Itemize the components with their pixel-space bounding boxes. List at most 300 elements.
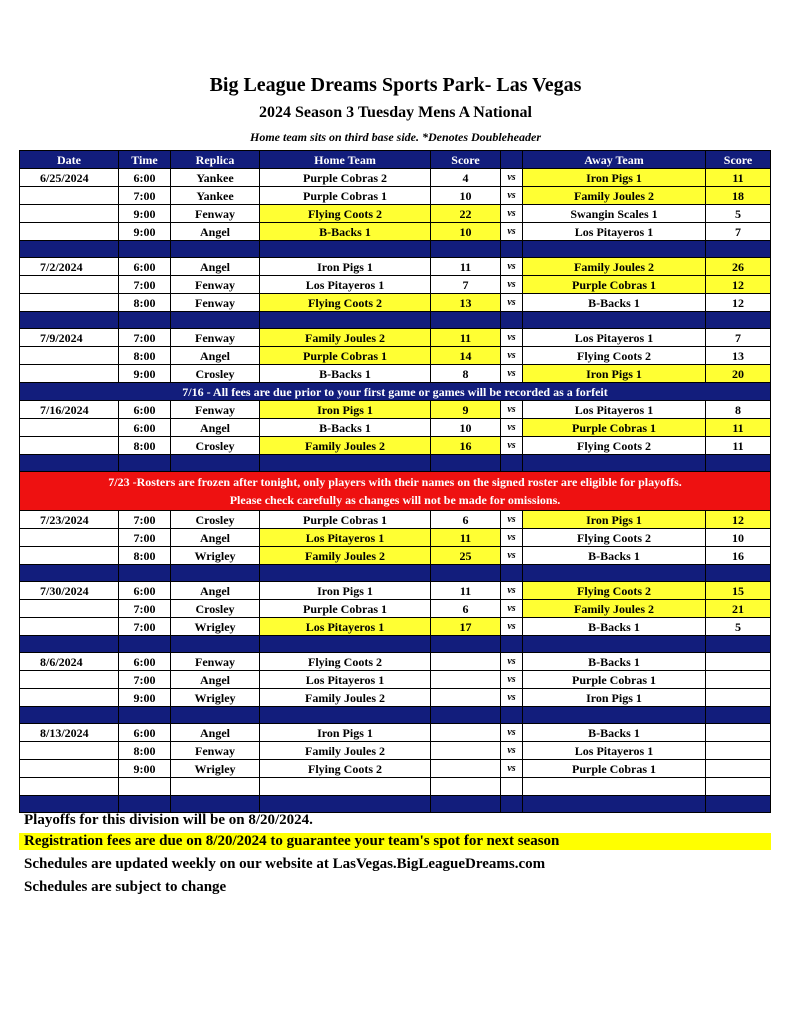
separator-row: [20, 707, 771, 724]
date-cell: [20, 618, 119, 636]
home-team-cell: Family Joules 2: [260, 689, 431, 707]
empty-cell: [260, 796, 431, 813]
home-team-cell: B-Backs 1: [260, 419, 431, 437]
time-cell: 7:00: [119, 529, 171, 547]
roster-alert-line1: 7/23 -Rosters are frozen after tonight, only players with their names on the signed roster are eligible for playoffs.: [108, 475, 682, 489]
field-cell: Fenway: [171, 294, 260, 312]
date-cell: [20, 689, 119, 707]
separator-row: [20, 636, 771, 653]
vs-cell: vs: [501, 547, 523, 565]
vs-cell: vs: [501, 276, 523, 294]
home-score-cell: 16: [431, 437, 501, 455]
vs-cell: vs: [501, 760, 523, 778]
roster-alert: [20, 472, 771, 511]
empty-cell: [706, 312, 771, 329]
empty-cell: [523, 796, 706, 813]
game-row: [20, 689, 771, 707]
time-cell: 6:00: [119, 724, 171, 742]
empty-cell: [171, 312, 260, 329]
home-score-cell: 11: [431, 258, 501, 276]
vs-cell: vs: [501, 258, 523, 276]
alert-row: [20, 472, 771, 511]
separator-row: [20, 455, 771, 472]
vs-cell: vs: [501, 223, 523, 241]
game-row: [20, 582, 771, 600]
game-row: [20, 258, 771, 276]
time-cell: 8:00: [119, 547, 171, 565]
home-team-cell: Family Joules 2: [260, 547, 431, 565]
home-team-cell: Purple Cobras 1: [260, 187, 431, 205]
away-score-cell: 8: [706, 401, 771, 419]
empty-cell: [119, 565, 171, 582]
field-cell: Yankee: [171, 187, 260, 205]
empty-cell: [706, 796, 771, 813]
vs-cell: vs: [501, 437, 523, 455]
time-cell: 6:00: [119, 401, 171, 419]
empty-cell: [523, 312, 706, 329]
time-cell: 7:00: [119, 671, 171, 689]
fee-notice: 7/16 - All fees are due prior to your first game or games will be recorded as a forfeit: [20, 383, 771, 401]
field-cell: Angel: [171, 223, 260, 241]
home-team-cell: Iron Pigs 1: [260, 401, 431, 419]
empty-cell: [171, 565, 260, 582]
away-team-cell: B-Backs 1: [523, 547, 706, 565]
field-cell: Fenway: [171, 276, 260, 294]
empty-cell: [523, 707, 706, 724]
empty-cell: [431, 312, 501, 329]
empty-cell: [523, 455, 706, 472]
date-cell: [20, 276, 119, 294]
away-team-cell: Purple Cobras 1: [523, 276, 706, 294]
empty-cell: [431, 565, 501, 582]
time-cell: 7:00: [119, 618, 171, 636]
home-score-cell: 4: [431, 169, 501, 187]
col-home-team: Home Team: [260, 151, 431, 169]
game-row: [20, 724, 771, 742]
home-score-cell: 10: [431, 187, 501, 205]
date-cell: 7/9/2024: [20, 329, 119, 347]
field-cell: Crosley: [171, 600, 260, 618]
time-cell: 6:00: [119, 419, 171, 437]
game-row: [20, 419, 771, 437]
empty-cell: [431, 636, 501, 653]
empty-cell: [523, 241, 706, 258]
home-score-cell: 6: [431, 600, 501, 618]
away-team-cell: Purple Cobras 1: [523, 671, 706, 689]
away-score-cell: [706, 742, 771, 760]
empty-cell: [171, 241, 260, 258]
game-row: [20, 671, 771, 689]
away-team-cell: Family Joules 2: [523, 187, 706, 205]
home-team-cell: Family Joules 2: [260, 742, 431, 760]
empty-cell: [706, 707, 771, 724]
away-score-cell: 5: [706, 618, 771, 636]
field-cell: Angel: [171, 582, 260, 600]
home-team-cell: Purple Cobras 1: [260, 511, 431, 529]
date-cell: 8/13/2024: [20, 724, 119, 742]
date-cell: [20, 205, 119, 223]
vs-cell: vs: [501, 329, 523, 347]
home-score-cell: 25: [431, 547, 501, 565]
empty-cell: [260, 455, 431, 472]
empty-cell: [501, 312, 523, 329]
away-score-cell: 12: [706, 276, 771, 294]
empty-cell: [706, 565, 771, 582]
vs-cell: vs: [501, 582, 523, 600]
away-team-cell: Purple Cobras 1: [523, 760, 706, 778]
game-row: [20, 347, 771, 365]
home-team-cell: Los Pitayeros 1: [260, 529, 431, 547]
home-team-cell: Family Joules 2: [260, 437, 431, 455]
empty-cell: [523, 565, 706, 582]
game-row: [20, 618, 771, 636]
empty-cell: [523, 778, 706, 796]
col-time: Time: [119, 151, 171, 169]
page-title: Big League Dreams Sports Park- Las Vegas: [209, 74, 582, 96]
game-row: [20, 276, 771, 294]
empty-cell: [119, 241, 171, 258]
game-row: [20, 329, 771, 347]
home-team-cell: Family Joules 2: [260, 329, 431, 347]
empty-cell: [119, 455, 171, 472]
away-score-cell: [706, 653, 771, 671]
away-team-cell: Iron Pigs 1: [523, 511, 706, 529]
time-cell: 6:00: [119, 653, 171, 671]
empty-cell: [706, 241, 771, 258]
date-cell: [20, 419, 119, 437]
empty-cell: [501, 796, 523, 813]
time-cell: 8:00: [119, 742, 171, 760]
time-cell: 7:00: [119, 329, 171, 347]
empty-cell: [431, 707, 501, 724]
empty-cell: [431, 455, 501, 472]
home-team-cell: Iron Pigs 1: [260, 582, 431, 600]
away-team-cell: Flying Coots 2: [523, 437, 706, 455]
away-team-cell: B-Backs 1: [523, 294, 706, 312]
col-vs: [501, 151, 523, 169]
vs-cell: vs: [501, 689, 523, 707]
game-row: [20, 760, 771, 778]
game-row: [20, 437, 771, 455]
away-team-cell: Flying Coots 2: [523, 529, 706, 547]
vs-cell: vs: [501, 511, 523, 529]
vs-cell: vs: [501, 724, 523, 742]
home-team-cell: B-Backs 1: [260, 365, 431, 383]
away-score-cell: 12: [706, 294, 771, 312]
home-score-cell: [431, 760, 501, 778]
empty-cell: [119, 312, 171, 329]
field-cell: Yankee: [171, 169, 260, 187]
empty-cell: [501, 455, 523, 472]
vs-cell: vs: [501, 529, 523, 547]
empty-cell: [119, 796, 171, 813]
away-team-cell: Family Joules 2: [523, 600, 706, 618]
empty-cell: [501, 565, 523, 582]
away-team-cell: B-Backs 1: [523, 618, 706, 636]
time-cell: 8:00: [119, 294, 171, 312]
date-cell: [20, 294, 119, 312]
field-cell: Angel: [171, 671, 260, 689]
col-away-team: Away Team: [523, 151, 706, 169]
vs-cell: vs: [501, 205, 523, 223]
home-team-cell: Purple Cobras 1: [260, 600, 431, 618]
col-home-score: Score: [431, 151, 501, 169]
field-cell: Fenway: [171, 205, 260, 223]
empty-cell: [171, 707, 260, 724]
field-cell: Fenway: [171, 653, 260, 671]
empty-cell: [260, 707, 431, 724]
away-score-cell: 12: [706, 511, 771, 529]
empty-cell: [171, 455, 260, 472]
empty-cell: [260, 565, 431, 582]
home-team-cell: Flying Coots 2: [260, 760, 431, 778]
home-score-cell: 17: [431, 618, 501, 636]
time-cell: 9:00: [119, 760, 171, 778]
game-row: [20, 187, 771, 205]
vs-cell: vs: [501, 653, 523, 671]
time-cell: 6:00: [119, 169, 171, 187]
away-score-cell: 7: [706, 223, 771, 241]
notice-row: [20, 383, 771, 401]
vs-cell: vs: [501, 401, 523, 419]
home-team-cell: Iron Pigs 1: [260, 258, 431, 276]
date-cell: [20, 600, 119, 618]
empty-cell: [501, 241, 523, 258]
change-note: Schedules are subject to change: [24, 879, 227, 895]
home-score-cell: 7: [431, 276, 501, 294]
away-team-cell: B-Backs 1: [523, 724, 706, 742]
col-date: Date: [20, 151, 119, 169]
away-score-cell: 18: [706, 187, 771, 205]
date-cell: 7/2/2024: [20, 258, 119, 276]
field-cell: Angel: [171, 419, 260, 437]
empty-cell: [20, 796, 119, 813]
home-team-cell: Flying Coots 2: [260, 294, 431, 312]
away-score-cell: 11: [706, 169, 771, 187]
away-score-cell: [706, 760, 771, 778]
away-team-cell: Los Pitayeros 1: [523, 401, 706, 419]
home-score-cell: 6: [431, 511, 501, 529]
empty-cell: [119, 778, 171, 796]
date-cell: [20, 760, 119, 778]
time-cell: 8:00: [119, 437, 171, 455]
date-cell: [20, 223, 119, 241]
empty-cell: [431, 778, 501, 796]
date-cell: 6/25/2024: [20, 169, 119, 187]
away-score-cell: 11: [706, 437, 771, 455]
home-team-cell: B-Backs 1: [260, 223, 431, 241]
field-cell: Wrigley: [171, 689, 260, 707]
game-row: [20, 401, 771, 419]
vs-cell: vs: [501, 187, 523, 205]
empty-row: [20, 778, 771, 796]
time-cell: 7:00: [119, 600, 171, 618]
field-cell: Fenway: [171, 742, 260, 760]
away-score-cell: 16: [706, 547, 771, 565]
away-score-cell: 7: [706, 329, 771, 347]
website-note: Schedules are updated weekly on our website at LasVegas.BigLeagueDreams.com: [24, 856, 546, 872]
empty-cell: [20, 707, 119, 724]
game-row: [20, 223, 771, 241]
game-row: [20, 529, 771, 547]
empty-cell: [706, 636, 771, 653]
away-score-cell: 21: [706, 600, 771, 618]
home-team-cell: Los Pitayeros 1: [260, 618, 431, 636]
time-cell: 7:00: [119, 276, 171, 294]
game-row: [20, 511, 771, 529]
field-cell: Angel: [171, 347, 260, 365]
date-cell: [20, 547, 119, 565]
home-score-cell: 10: [431, 419, 501, 437]
field-cell: Angel: [171, 529, 260, 547]
empty-cell: [20, 455, 119, 472]
empty-cell: [20, 312, 119, 329]
date-cell: 7/30/2024: [20, 582, 119, 600]
separator-row: [20, 241, 771, 258]
game-row: [20, 742, 771, 760]
home-score-cell: 8: [431, 365, 501, 383]
registration-note: Registration fees are due on 8/20/2024 to guarantee your team's spot for next season: [19, 833, 771, 850]
empty-cell: [20, 636, 119, 653]
empty-cell: [260, 778, 431, 796]
empty-cell: [501, 778, 523, 796]
date-cell: 8/6/2024: [20, 653, 119, 671]
header-note: Home team sits on third base side. *Denotes Doubleheader: [250, 130, 541, 144]
home-score-cell: [431, 653, 501, 671]
away-score-cell: 10: [706, 529, 771, 547]
empty-cell: [260, 636, 431, 653]
time-cell: 7:00: [119, 187, 171, 205]
away-team-cell: Family Joules 2: [523, 258, 706, 276]
away-score-cell: 5: [706, 205, 771, 223]
time-cell: 9:00: [119, 223, 171, 241]
home-score-cell: 13: [431, 294, 501, 312]
time-cell: 9:00: [119, 689, 171, 707]
away-team-cell: B-Backs 1: [523, 653, 706, 671]
vs-cell: vs: [501, 671, 523, 689]
empty-cell: [20, 778, 119, 796]
page-subtitle: 2024 Season 3 Tuesday Mens A National: [259, 104, 532, 121]
home-team-cell: Flying Coots 2: [260, 653, 431, 671]
date-cell: [20, 187, 119, 205]
empty-cell: [260, 241, 431, 258]
empty-cell: [171, 778, 260, 796]
home-score-cell: [431, 742, 501, 760]
empty-cell: [119, 636, 171, 653]
home-score-cell: 11: [431, 582, 501, 600]
vs-cell: vs: [501, 419, 523, 437]
game-row: [20, 653, 771, 671]
vs-cell: vs: [501, 618, 523, 636]
empty-cell: [431, 241, 501, 258]
time-cell: 9:00: [119, 205, 171, 223]
date-cell: [20, 437, 119, 455]
vs-cell: vs: [501, 347, 523, 365]
empty-cell: [706, 778, 771, 796]
vs-cell: vs: [501, 742, 523, 760]
roster-alert-line2: Please check carefully as changes will not be made for omissions.: [229, 493, 561, 507]
time-cell: 6:00: [119, 582, 171, 600]
game-row: [20, 600, 771, 618]
field-cell: Angel: [171, 258, 260, 276]
field-cell: Fenway: [171, 329, 260, 347]
away-team-cell: Los Pitayeros 1: [523, 329, 706, 347]
empty-cell: [20, 565, 119, 582]
away-score-cell: 11: [706, 419, 771, 437]
empty-cell: [171, 636, 260, 653]
home-score-cell: 9: [431, 401, 501, 419]
home-score-cell: 11: [431, 329, 501, 347]
home-team-cell: Purple Cobras 1: [260, 347, 431, 365]
separator-row: [20, 312, 771, 329]
home-team-cell: Iron Pigs 1: [260, 724, 431, 742]
home-score-cell: 22: [431, 205, 501, 223]
header-row: [20, 151, 771, 169]
date-cell: [20, 529, 119, 547]
field-cell: Wrigley: [171, 760, 260, 778]
away-score-cell: 20: [706, 365, 771, 383]
home-team-cell: Flying Coots 2: [260, 205, 431, 223]
home-score-cell: [431, 724, 501, 742]
away-score-cell: [706, 689, 771, 707]
empty-cell: [20, 241, 119, 258]
away-team-cell: Los Pitayeros 1: [523, 223, 706, 241]
away-team-cell: Flying Coots 2: [523, 582, 706, 600]
field-cell: Crosley: [171, 511, 260, 529]
game-row: [20, 205, 771, 223]
field-cell: Wrigley: [171, 547, 260, 565]
vs-cell: vs: [501, 365, 523, 383]
home-score-cell: [431, 671, 501, 689]
schedule-table: [19, 150, 771, 813]
game-row: [20, 169, 771, 187]
vs-cell: vs: [501, 600, 523, 618]
home-team-cell: Los Pitayeros 1: [260, 276, 431, 294]
field-cell: Crosley: [171, 437, 260, 455]
date-cell: [20, 365, 119, 383]
away-score-cell: 26: [706, 258, 771, 276]
home-team-cell: Los Pitayeros 1: [260, 671, 431, 689]
time-cell: 8:00: [119, 347, 171, 365]
away-score-cell: [706, 671, 771, 689]
away-team-cell: Los Pitayeros 1: [523, 742, 706, 760]
date-cell: 7/16/2024: [20, 401, 119, 419]
separator-row: [20, 796, 771, 813]
vs-cell: vs: [501, 294, 523, 312]
separator-row: [20, 565, 771, 582]
date-cell: [20, 347, 119, 365]
empty-cell: [171, 796, 260, 813]
away-score-cell: [706, 724, 771, 742]
home-score-cell: 10: [431, 223, 501, 241]
field-cell: Angel: [171, 724, 260, 742]
col-away-score: Score: [706, 151, 771, 169]
empty-cell: [501, 707, 523, 724]
away-team-cell: Iron Pigs 1: [523, 169, 706, 187]
home-score-cell: 11: [431, 529, 501, 547]
away-team-cell: Flying Coots 2: [523, 347, 706, 365]
away-team-cell: Iron Pigs 1: [523, 365, 706, 383]
away-team-cell: Iron Pigs 1: [523, 689, 706, 707]
date-cell: [20, 671, 119, 689]
empty-cell: [431, 796, 501, 813]
time-cell: 9:00: [119, 365, 171, 383]
game-row: [20, 365, 771, 383]
empty-cell: [119, 707, 171, 724]
field-cell: Crosley: [171, 365, 260, 383]
time-cell: 7:00: [119, 511, 171, 529]
away-team-cell: Purple Cobras 1: [523, 419, 706, 437]
